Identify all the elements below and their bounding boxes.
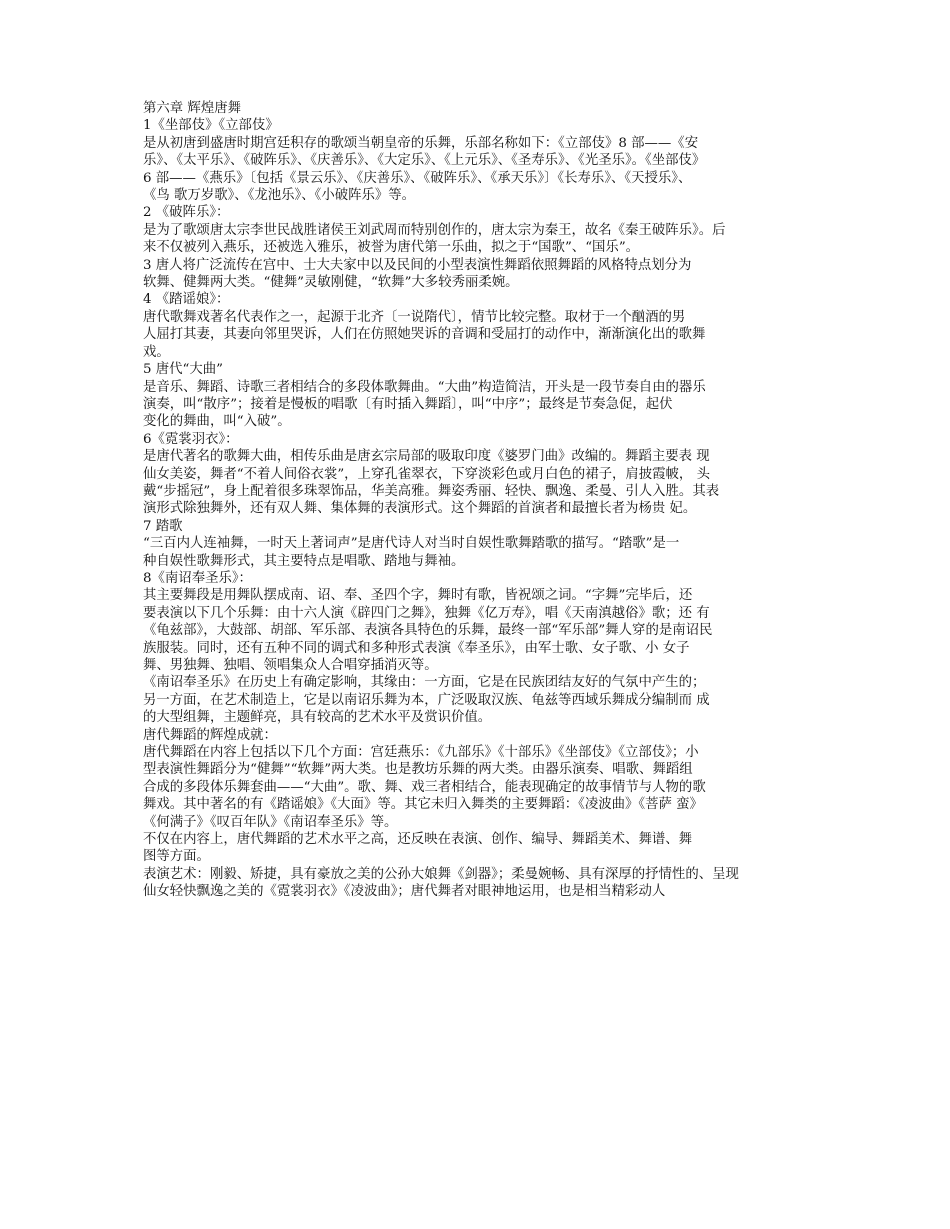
text-line: 演形式除独舞外，还有双人舞、集体舞的表演形式。这个舞蹈的首演者和最擅长者为杨贵 妃。: [143, 501, 697, 517]
text-line: 的大型组舞，主题鲜亮，具有较高的艺术水平及赏识价值。: [143, 710, 492, 726]
text-line: 7 踏歌: [143, 518, 183, 534]
text-line: 1《坐部伎》《立部伎》: [143, 118, 279, 134]
text-line: 《何满子》《叹百年队》《南诏奉圣乐》等。: [143, 814, 398, 830]
text-line: 人屈打其妻，其妻向邻里哭诉，人们在仿照她哭诉的音调和受屈打的动作中，渐渐演化出的歌舞: [143, 327, 706, 343]
text-line: 戴“步摇冠”，身上配着很多珠翠饰品，华美高雅。舞姿秀丽、轻快、飘逸、柔曼、引人入胜。其表: [143, 483, 720, 499]
text-line: 要表演以下几个乐舞：由十六人演《辟四门之舞》，独舞《亿万寿》，唱《天南滇越俗》歌；还 有: [143, 605, 710, 621]
text-line: 表演艺术：刚毅、矫捷，具有豪放之美的公孙大娘舞《剑器》；柔曼婉畅、具有深厚的抒情性的、呈现: [143, 866, 739, 882]
text-line: 型表演性舞蹈分为“健舞”“软舞”两大类。也是教坊乐舞的两大类。由器乐演奏、唱歌、舞蹈组: [143, 762, 693, 778]
text-line: 舞、男独舞、独唱、领唱集众人合唱穿插消灭等。: [143, 658, 438, 673]
document-page: [143, 100, 823, 901]
text-line: 变化的舞曲，叫“入破”。: [143, 414, 291, 430]
text-line: 图等方面。: [143, 849, 210, 865]
text-line: 另一方面，在艺术制造上，它是以南诏乐舞为本，广泛吸取汉族、龟兹等西域乐舞成分编制而 成: [143, 692, 710, 708]
text-line: 唐代舞蹈的辉煌成就：: [143, 727, 277, 743]
text-line: 乐》、《太平乐》、《破阵乐》、《庆善乐》、《大定乐》、《上元乐》、《圣寿乐》、《光圣乐》。《坐部伎》: [143, 153, 706, 169]
text-line: 8《南诏奉圣乐》：: [143, 570, 252, 586]
text-line: 仙女轻快飘逸之美的《霓裳羽衣》《凌波曲》；唐代舞者对眼神地运用，也是相当精彩动人: [143, 884, 666, 900]
text-line: 《龟兹部》，大鼓部、胡部、军乐部、表演各具特色的乐舞，最终一部“军乐部”舞人穿的是南诏民: [143, 623, 713, 639]
text-line: 软舞、健舞两大类。“健舞”灵敏刚健，“软舞”大多较秀丽柔婉。: [143, 275, 519, 291]
text-line: 是唐代著名的歌舞大曲，相传乐曲是唐玄宗局部的吸取印度《婆罗门曲》改编的。舞蹈主要表 现: [143, 449, 710, 465]
text-line: 唐代舞蹈在内容上包括以下几个方面：宫廷燕乐：《九部乐》《十部乐》《坐部伎》《立部伎》；小: [143, 745, 699, 761]
text-line: 不仅在内容上，唐代舞蹈的艺术水平之高，还反映在表演、创作、编导、舞蹈美术、舞谱、舞: [143, 832, 693, 848]
text-line: 舞戏。其中著名的有《踏谣娘》《大面》等。其它未归入舞类的主要舞蹈：《凌波曲》《菩萨 蛮》: [143, 797, 703, 813]
text-line: 《南诏奉圣乐》在历史上有确定影响，其缘由：一方面，它是在民族团结友好的气氛中产生的；: [143, 675, 706, 691]
text-line: 戏。: [143, 344, 170, 360]
text-line: 演奏，叫“散序”；接着是慢板的唱歌〔有时插入舞蹈〕，叫“中序”；最终是节奏急促，起伏: [143, 396, 673, 412]
text-line: 2 《破阵乐》：: [143, 205, 230, 221]
text-line: 唐代歌舞戏著名代表作之一，起源于北齐〔一说隋代〕，情节比较完整。取材于一个酗酒的男: [143, 309, 686, 325]
text-line: 4 《踏谣娘》：: [143, 292, 230, 308]
text-line: 6《霓裳羽衣》：: [143, 431, 239, 447]
text-line: 合成的多段体乐舞套曲——“大曲”。歌、舞、戏三者相结合，能表现确定的故事情节与人物的歌: [143, 779, 706, 795]
text-line: 族服装。同时，还有五种不同的调式和多种形式表演《奉圣乐》，由军士歌、女子歌、小 女子: [143, 640, 690, 656]
text-line: 6 部——《燕乐》〔包括《景云乐》、《庆善乐》、《破阵乐》、《承天乐》〕《长寿乐》、《天授乐》、: [143, 170, 692, 186]
text-line: 5 唐代“大曲”: [143, 362, 224, 378]
text-line: “三百内人连袖舞，一时天上著词声”是唐代诗人对当时自娱性歌舞踏歌的描写。“踏歌”是一: [143, 536, 680, 552]
text-line: 3 唐人将广泛流传在宫中、士大夫家中以及民间的小型表演性舞蹈依照舞蹈的风格特点划分为: [143, 257, 692, 273]
text-line: 《鸟 歌万岁歌》、《龙池乐》、《小破阵乐》等。: [143, 188, 416, 204]
text-line: 是为了歌颂唐太宗李世民战胜诸侯王刘武周而特别创作的，唐太宗为秦王，故名《秦王破阵乐》。后: [143, 222, 726, 238]
text-line: 是从初唐到盛唐时期宫廷积存的歌颂当朝皇帝的乐舞，乐部名称如下：《立部伎》8 部——《安: [143, 135, 699, 151]
text-line: 种自娱性歌舞形式，其主要特点是唱歌、踏地与舞袖。: [143, 553, 465, 569]
text-line: 仙女美姿，舞者“不着人间俗衣裳”，上穿孔雀翠衣，下穿淡彩色或月白色的裙子，肩披霞帔， 头: [143, 466, 710, 482]
text-line: 其主要舞段是用舞队摆成南、诏、奉、圣四个字，舞时有歌，皆祝颂之词。“字舞”完毕后，还: [143, 588, 693, 604]
text-line: 来不仅被列入燕乐，还被选入雅乐，被誉为唐代第一乐曲，拟之于“国歌”、“国乐”。: [143, 240, 640, 256]
text-line: 是音乐、舞蹈、诗歌三者相结合的多段体歌舞曲。“大曲”构造简洁，开头是一段节奏自由的器乐: [143, 379, 706, 395]
text-line: 第六章 辉煌唐舞: [143, 101, 241, 116]
